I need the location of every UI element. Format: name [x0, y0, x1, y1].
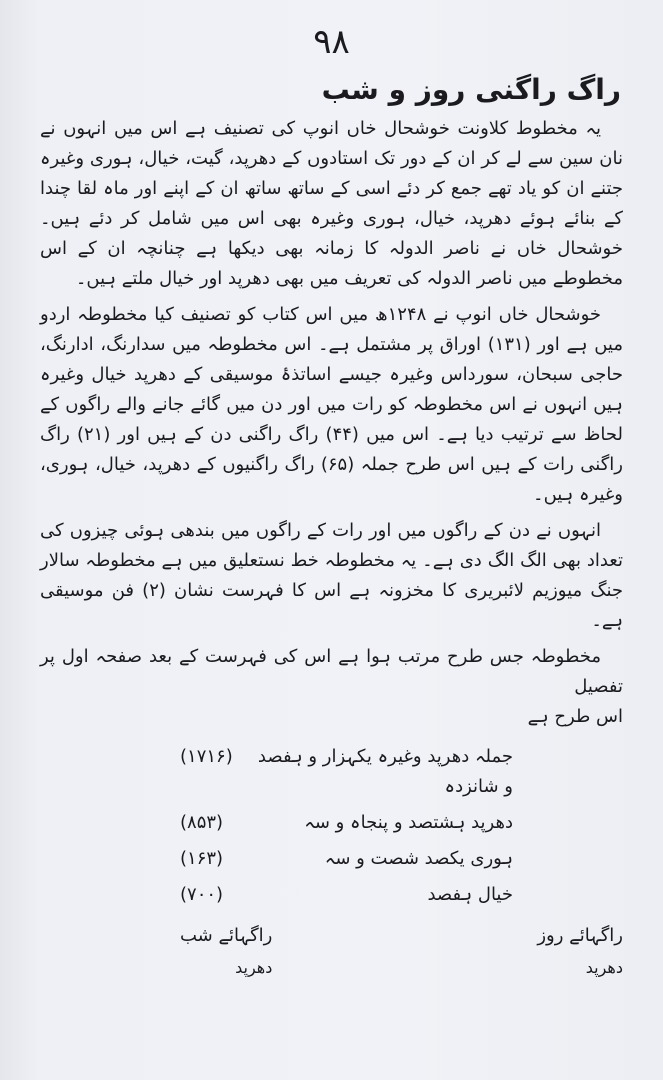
page-number: ۹۸	[313, 22, 350, 62]
night-ragas-column	[180, 920, 272, 984]
summary-count: (۱۶۳)	[180, 848, 224, 869]
day-ragas-item: دھرپد	[585, 958, 623, 977]
day-ragas-heading: راگہائے روز	[537, 925, 623, 946]
summary-count: (۷۰۰)	[180, 884, 224, 905]
summary-label: خیال ہفصد	[427, 884, 513, 905]
text-line: ہے اور (۱۳۱) اوراق پر مشتمل ہے۔ اس مخطوطہ میں سدارنگ، ادارنگ، حاجی سبحان،	[40, 334, 623, 385]
text-line: راگ راگنیوں کے دھرپد، خیال، ہوری، وغیرہ ہیں۔	[40, 454, 623, 505]
paragraph	[40, 642, 623, 732]
text-line: جتنے ان کو یاد تھے جمع کر دئے اسی کے ساتھ ساتھ ان کے اپنے اور ماہ لقا چندا کے بنائے	[40, 178, 623, 229]
summary-count: (۱۷۱۶)	[180, 746, 233, 767]
summary-label: ہوری یکصد شصت و سہ	[324, 848, 513, 869]
text-line: نان سین سے لے کر ان کے دور تک استادوں کے دھرپد، گیت، خیال، ہوری وغیرہ	[40, 148, 623, 169]
text-line: میوزیم لائبریری کا مخزونہ ہے اس کا فہرست نشان (۲) فن موسیقی ہے۔	[40, 580, 623, 631]
night-ragas-item: دھرپد	[235, 958, 273, 977]
text-line: رات میں اور دن میں گائے جانے والے راگوں کے لحاظ سے ترتیب دیا ہے۔ اس میں	[40, 394, 624, 445]
text-line: ناصر الدولہ کا زمانہ بھی دیکھا ہے چنانچہ ان کے اس مخطوطے میں ناصر الدولہ کی تعریف	[40, 238, 623, 289]
section-title: راگ راگنی روز و شب	[321, 73, 621, 106]
text-line: ہوئے دھرپد، خیال، ہوری وغیرہ بھی اس میں شامل کر دئے ہیں۔ خوشحال خاں نے	[40, 208, 623, 259]
summary-label: دھرپد ہشتصد و پنجاہ و سہ	[304, 812, 513, 833]
text-line: اس طرح ہے	[527, 706, 623, 727]
text-line: انہوں نے دن کے راگوں میں اور رات کے راگوں میں بندھی ہوئی چیزوں	[69, 520, 601, 541]
summary-count: (۸۵۳)	[180, 812, 224, 833]
night-ragas-heading: راگہائے شب	[180, 925, 273, 946]
paragraph	[40, 114, 623, 294]
text-line: کی تعداد بھی الگ الگ دی ہے۔ یہ مخطوطہ خط نستعلیق میں ہے مخطوطہ سالار جنگ	[40, 520, 623, 601]
summary-list	[180, 742, 513, 910]
paragraph	[40, 516, 623, 636]
text-line: سورداس وغیرہ جیسے اساتذۂ موسیقی کے دھرپد خیال وغیرہ ہیں انہوں نے اس مخطوطہ کو	[40, 364, 623, 415]
text-line: میں بھی دھرپد اور خیال ملتے ہیں۔	[75, 268, 339, 289]
text-line: (۴۴) راگ راگنی دن کے ہیں اور (۲۱) راگ راگنی رات کے ہیں اس طرح جملہ (۶۵)	[40, 424, 623, 475]
day-ragas-column	[537, 920, 623, 984]
text-line: مخطوطہ جس طرح مرتب ہوا ہے اس کی فہرست کے بعد صفحہ اول پر تفصیل	[40, 646, 623, 697]
text-line: یہ مخطوط کلاونت خوشحال خاں انوپ کی تصنیف ہے اس میں انہوں نے	[40, 118, 601, 139]
text-line: خوشحال خاں انوپ نے ۱۲۴۸ھ میں اس کتاب کو تصنیف کیا مخطوطہ اردو میں	[40, 304, 623, 355]
summary-label: جملہ دھرپد وغیرہ یکہزار و ہفصد و شانزدہ	[257, 746, 513, 797]
raga-columns	[180, 920, 623, 984]
paragraph	[40, 300, 623, 510]
